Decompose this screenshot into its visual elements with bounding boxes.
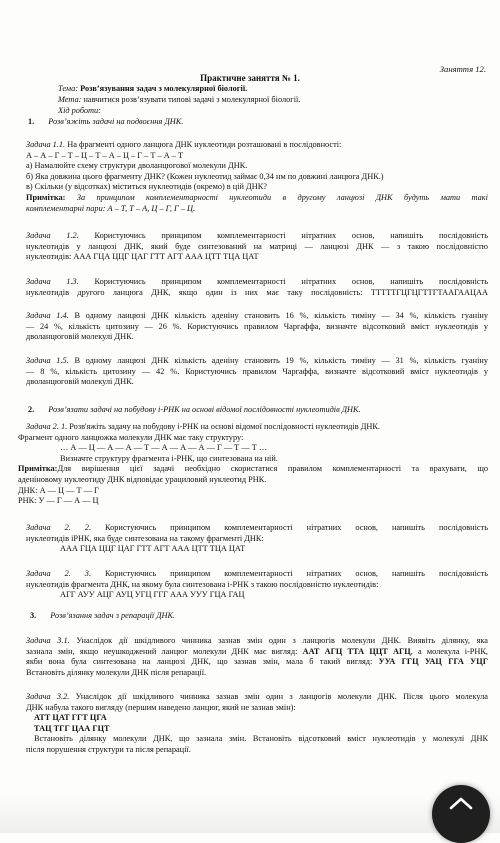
- note-label: Примітка:: [26, 193, 66, 203]
- note-text: Для вирішення цієї задачі необхідно скористатися правилом комплементарності та врахувати, що: [57, 464, 488, 474]
- section-number: 2.: [28, 405, 35, 414]
- task-3-2: [26, 692, 488, 756]
- task-text-cont: нуклеотидів іРНК, яка буде синтезована на такому фрагменті ДНК:: [26, 533, 264, 543]
- task-heading: Задача 3.1.: [26, 636, 70, 645]
- topic-text: Розв’язування задач з молекулярної біології.: [80, 84, 248, 93]
- task-heading: Задача 2. 3.: [26, 569, 92, 578]
- task-text-cont: нуклеотидів у ланцюзі ДНК, який буде синтезований на матриці — ланцюзі ДНК — з такою послідовністю: [26, 241, 488, 251]
- goal-text: навчитися розв’язувати типові задачі з молекулярної біології.: [83, 95, 301, 104]
- task-text-cont: якби вона була синтезована на ланцюзі ДНК, що зазнав змін, мала б такий вигляд:: [26, 657, 373, 667]
- section-title: Розв’язання задач з репарації ДНК.: [50, 611, 176, 620]
- task-heading: Задача 1.2.: [26, 231, 79, 240]
- task-heading: Задача 2. 2.: [26, 523, 92, 532]
- task-1-5: [26, 356, 488, 388]
- task-heading: Задача 1.3.: [26, 277, 79, 286]
- task-1-1: [26, 140, 488, 214]
- question-b: б) Яка довжина цього фрагменту ДНК? (Кожен нуклеотид займає 0,34 нм по довжині ланцюга ДНК.): [26, 171, 384, 181]
- note-text: За принципом комплементарності нуклеотиди в другому ланцюзі ДНК будуть мати такі: [65, 193, 488, 203]
- note-text-cont: аденіновому нуклеотиду ДНК відповідає урациловий нуклеотид РНК.: [18, 475, 267, 485]
- note-text-cont: комплементарні пари: А – Т, Т – А, Ц – Г, Г – Ц.: [26, 203, 196, 213]
- task-heading: Задача 3.2.: [26, 692, 70, 701]
- section-3-heading: [30, 611, 175, 622]
- question-c: в) Скільки (у відсотках) міститься нуклеотидів (окремо) в цій ДНК?: [26, 182, 267, 192]
- page-title: Практичне заняття № 1.: [200, 73, 300, 83]
- task-text: В одному ланцюзі ДНК кількість аденіну становить 19 %, кількість тиміну — 31 %, кількість гуаніну: [68, 356, 488, 365]
- task-1-4: [26, 311, 488, 343]
- goal-line: [58, 95, 300, 106]
- task-heading: Задача 1.1.: [26, 140, 66, 149]
- task-heading: Задача 2. 1.: [26, 422, 68, 431]
- section-1-heading: [28, 117, 183, 128]
- task-text: Користуючись принципом комплементарності нітратних основ, напишіть послідовність: [91, 569, 488, 578]
- task-text: На фрагменті одного ланцюга ДНК нуклеотиди розташовані в послідовності:: [65, 140, 342, 149]
- task-text: Користуючись принципом комплементарності нітратних основ, напишіть послідовність: [91, 523, 488, 532]
- task-text: Унаслідок дії шкідливого чинника зазнав змін один з ланцюгів молекули ДНК. Виявіть ділянку, яка: [69, 636, 488, 645]
- progress-label: Хід роботи:: [58, 106, 101, 115]
- task-text-cont: нуклеотидів другого ланцюга ДНК, якщо один із них має таку послідовність: ТТТТТГЦГЦГТТГТААГААЦАА: [26, 287, 488, 297]
- task-2-3: [26, 569, 488, 601]
- task-text-cont: Фрагмент одного ланцюжка молекули ДНК має таку структуру:: [18, 432, 244, 442]
- note-label: Примітка:: [18, 464, 58, 474]
- task-2-2: [26, 523, 488, 555]
- task-2-1: [18, 422, 488, 507]
- sequence: АГГ АУУ АЦГ АУЦ УГЦ ГГГ ААА УУУ ГЦА ГАЦ: [60, 590, 245, 600]
- bottom-shadow: [0, 793, 500, 833]
- section-number: 3.: [30, 611, 37, 620]
- task-text-cont: — 8 %, кількість цитозину — 42 %. Користуючись правилом Чаргаффа, визначте відсотковий вміст нуклеотидів у: [26, 366, 488, 376]
- task-1-2: [26, 231, 488, 263]
- task-text: Розв'яжіть задачу на побудову і-РНК на основі відомої послідовності нуклеотидів ДНК.: [67, 422, 380, 431]
- task-text: Унаслідок дії шкідливого чинника зазнав змін один з ланцюгів молекули ДНК. Після цього молекула: [69, 692, 488, 701]
- task-text-end: Встановіть ділянку молекули ДНК після репарації.: [26, 667, 207, 677]
- task-heading: Задача 1.5.: [26, 356, 69, 365]
- goal-label: Мета:: [58, 95, 82, 104]
- task-text-end: після порушення структури та після репарації.: [26, 745, 191, 755]
- task-text-end: дволанцюговій молекулі ДНК.: [26, 377, 134, 387]
- section-title: Розв’яжіть задачі на подвоєння ДНК.: [48, 117, 184, 126]
- sequence: … А — Ц — А — А — Т — А — А — А — Г — Т — Т …: [60, 443, 268, 453]
- task-text-end: дволанцюговій молекулі ДНК.: [26, 332, 134, 342]
- chevron-up-icon: [448, 795, 474, 811]
- strand-1: АТТ ЦАТ ГГТ ЦГА: [34, 713, 107, 723]
- sequence: А – А – Г – Т – Ц – Т – А – Ц – Г – Т – А – Т: [26, 150, 184, 160]
- task-text: В одному ланцюзі ДНК кількість аденіну становить 16 %, кількість тиміну — 34 %, кількість гуаніну: [68, 311, 488, 320]
- task-heading: Задача 1.4.: [26, 311, 69, 320]
- example-dna: ДНК: А — Ц — Т — Г: [18, 485, 99, 495]
- topic-label: Тема:: [58, 84, 78, 93]
- task-text: Користуючись принципом комплементарності нітратних основ, напишіть послідовність: [78, 277, 488, 286]
- task-text-tail: , а молекула і-РНК,: [410, 646, 488, 656]
- lesson-label: Заняття 12.: [439, 64, 486, 74]
- sequence: нуклеотидів: ААА ГЦА ЦЦГ ЦАГ ГТТ АГТ ААА ЦТТ ТЦА ЦАТ: [26, 252, 259, 262]
- sequence: ААТ АГЦ ТТА ЦЦТ АГЦ: [302, 646, 411, 656]
- topic-line: [58, 84, 247, 95]
- task-text-cont: ДНК набула такого вигляду (першим наведено ланцюг, який не зазнав змін):: [26, 702, 296, 712]
- task-text-cont: Встановіть ділянку молекули ДНК, що зазнала змін. Встановіть відсотковий вміст нуклеотидів у молекулі ДНК: [34, 734, 488, 744]
- task-text: Користуючись принципом комплементарності нітратних основ, напишіть послідовність: [78, 231, 488, 240]
- task-text-cont: зазнала змін, якщо неушкоджений ланцюг молекули ДНК має вигляд:: [26, 646, 298, 656]
- example-rna: РНК: У — Г — А — Ц: [18, 496, 99, 506]
- section-number: 1.: [28, 117, 35, 126]
- question: Визначте структуру фрагмента і-РНК, що синтезована на ній.: [60, 453, 278, 463]
- task-3-1: [26, 636, 488, 678]
- task-text-cont: — 24 %, кількість цитозину — 26 %. Користуючись правилом Чаргаффа, визначте відсотковий вміст нуклеотидів у: [26, 321, 488, 331]
- strand-2: ТАЦ ТГГ ЦАА ГЦТ: [34, 723, 110, 733]
- section-title: Розв’язати задачі на побудову і-РНК на основі відомої послідовності нуклеотидів ДНК.: [48, 405, 361, 414]
- question-a: а) Намалюйте схему структури дволанцюгової молекули ДНК.: [26, 161, 248, 171]
- section-2-heading: [28, 405, 361, 416]
- sequence: ААА ГЦА ЦЦГ ЦАГ ГТТ АГТ ААА ЦТТ ТЦА ЦАТ: [60, 544, 246, 554]
- task-text-cont: нуклеотидів фрагмента ДНК, на якому була синтезована і-РНК з такою послідовністю нуклеотидів:: [26, 579, 379, 589]
- sequence: УУА ГГЦ УАЦ ГГА УЦГ: [378, 657, 489, 667]
- expand-button[interactable]: [432, 785, 490, 843]
- task-1-3: [26, 277, 488, 298]
